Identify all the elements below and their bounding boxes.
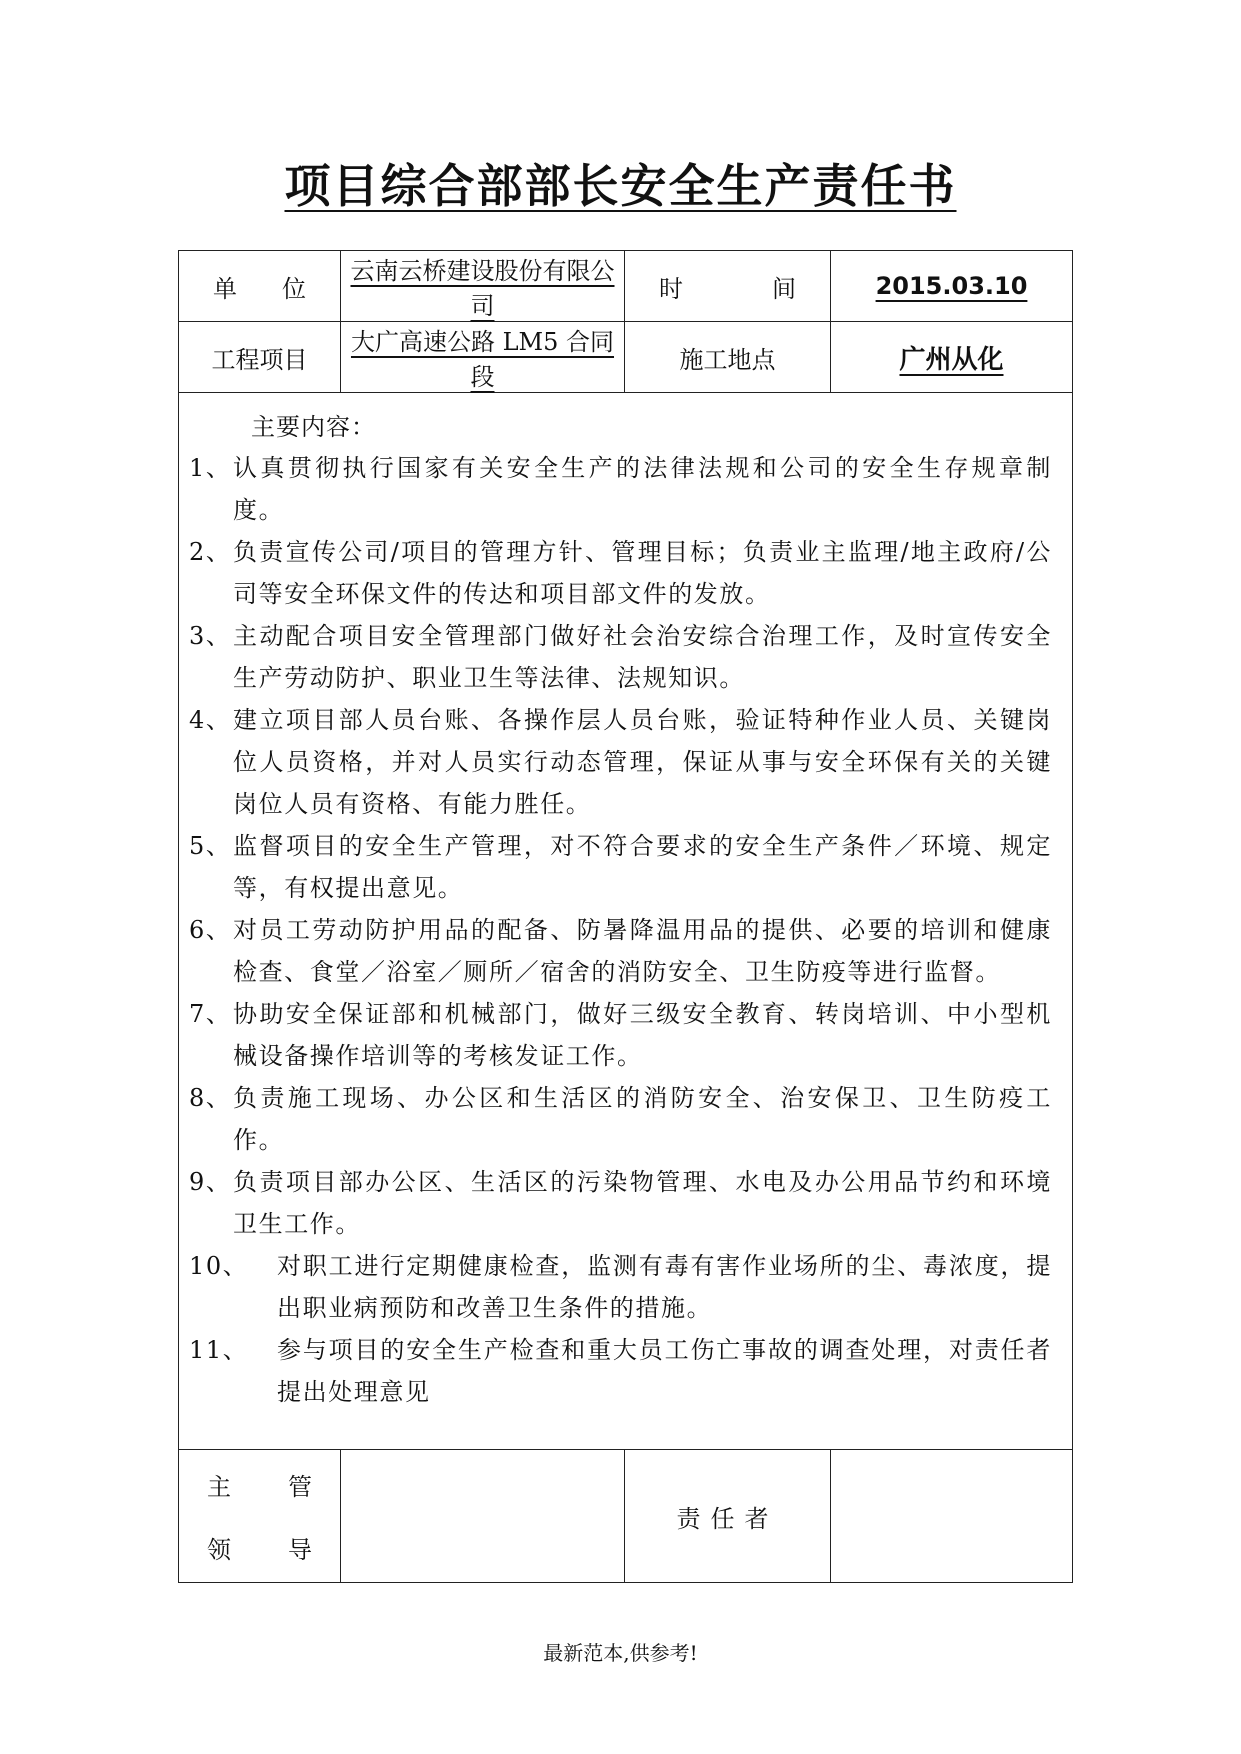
content-item-number: 10、 bbox=[189, 1252, 249, 1280]
time-value-cell bbox=[831, 251, 1073, 322]
unit-value: 云南云桥建设股份有限公司 bbox=[350, 257, 615, 320]
time-label-char-2: 间 bbox=[772, 274, 796, 303]
leader-label-char-2: 管 bbox=[288, 1473, 312, 1501]
content-item-text: 负责施工现场、办公区和生活区的消防安全、治安保卫、卫生防疫工作。 bbox=[233, 1084, 1052, 1154]
content-item bbox=[189, 993, 1052, 1077]
content-item-text: 负责宣传公司/项目的管理方针、管理目标；负责业主监理/地主政府/公司等安全环保文件的传达和项目部文件的发放。 bbox=[233, 538, 1052, 608]
content-item bbox=[189, 615, 1052, 699]
content-item bbox=[189, 1161, 1052, 1245]
content-heading: 主要内容： bbox=[251, 413, 376, 441]
project-value-cell bbox=[341, 322, 625, 393]
content-item-text: 建立项目部人员台账、各操作层人员台账，验证特种作业人员、关键岗位人员资格，并对人员实行动态管理，保证从事与安全环保有关的关键岗位人员有资格、有能力胜任。 bbox=[233, 706, 1052, 818]
time-label-cell bbox=[625, 251, 831, 322]
time-label-char-1: 时 bbox=[659, 274, 683, 303]
responsibility-form-table bbox=[178, 250, 1073, 1583]
site-label: 施工地点 bbox=[679, 345, 776, 374]
content-item-text: 协助安全保证部和机械部门，做好三级安全教育、转岗培训、中小型机械设备操作培训等的考核发证工作。 bbox=[233, 1000, 1052, 1070]
content-item bbox=[189, 1077, 1052, 1161]
unit-value-cell bbox=[341, 251, 625, 322]
site-label-cell bbox=[625, 322, 831, 393]
leader-label-char-3: 领 bbox=[207, 1536, 231, 1564]
content-item-list bbox=[189, 447, 1052, 1413]
content-item bbox=[189, 699, 1052, 825]
content-item-number: 9、 bbox=[189, 1168, 232, 1196]
leader-signature-field[interactable] bbox=[341, 1450, 625, 1583]
content-item bbox=[189, 1329, 1052, 1413]
signature-row bbox=[179, 1450, 1073, 1583]
content-item-text: 对职工进行定期健康检查，监测有毒有害作业场所的尘、毒浓度，提出职业病预防和改善卫生条件的措施。 bbox=[277, 1252, 1052, 1322]
content-item-text: 对员工劳动防护用品的配备、防暑降温用品的提供、必要的培训和健康检查、食堂／浴室／厕所／宿舍的消防安全、卫生防疫等进行监督。 bbox=[233, 916, 1052, 986]
content-item-number: 3、 bbox=[189, 622, 232, 650]
unit-row bbox=[179, 251, 1073, 322]
content-item-number: 2、 bbox=[189, 538, 232, 566]
content-item-number: 1、 bbox=[189, 454, 232, 482]
project-row bbox=[179, 322, 1073, 393]
responsible-label: 责任者 bbox=[676, 1504, 779, 1533]
document-title bbox=[0, 150, 1241, 216]
content-item-number: 8、 bbox=[189, 1084, 232, 1112]
content-item bbox=[189, 909, 1052, 993]
site-value-cell bbox=[831, 322, 1073, 393]
content-row bbox=[179, 393, 1073, 1450]
content-cell bbox=[179, 393, 1073, 1450]
leader-label-cell bbox=[179, 1450, 341, 1583]
content-item-text: 参与项目的安全生产检查和重大员工伤亡事故的调查处理，对责任者提出处理意见 bbox=[277, 1336, 1052, 1406]
leader-label-char-1: 主 bbox=[207, 1473, 231, 1501]
content-item bbox=[189, 825, 1052, 909]
responsible-label-cell bbox=[625, 1450, 831, 1583]
unit-label-char-2: 位 bbox=[282, 274, 306, 303]
content-item bbox=[189, 1245, 1052, 1329]
content-item-number: 11、 bbox=[189, 1336, 249, 1364]
unit-label-char-1: 单 bbox=[213, 274, 237, 303]
responsible-signature-field[interactable] bbox=[831, 1450, 1073, 1583]
content-item-number: 4、 bbox=[189, 706, 232, 734]
leader-label-char-4: 导 bbox=[288, 1536, 312, 1564]
project-value: 大广高速公路 LM5 合同段 bbox=[350, 328, 615, 391]
unit-label-cell bbox=[179, 251, 341, 322]
project-label: 工程项目 bbox=[211, 345, 308, 374]
time-value: 2015.03.10 bbox=[875, 272, 1028, 300]
document-title-text: 项目综合部部长安全生产责任书 bbox=[284, 159, 957, 213]
content-item bbox=[189, 531, 1052, 615]
content-item-text: 主动配合项目安全管理部门做好社会治安综合治理工作，及时宣传安全生产劳动防护、职业卫生等法律、法规知识。 bbox=[233, 622, 1052, 692]
site-value: 广州从化 bbox=[899, 344, 1004, 375]
content-item-text: 负责项目部办公区、生活区的污染物管理、水电及办公用品节约和环境卫生工作。 bbox=[233, 1168, 1052, 1238]
content-item-number: 7、 bbox=[189, 1000, 232, 1028]
content-item-number: 5、 bbox=[189, 832, 232, 860]
content-item-number: 6、 bbox=[189, 916, 232, 944]
project-label-cell bbox=[179, 322, 341, 393]
content-item-text: 监督项目的安全生产管理，对不符合要求的安全生产条件／环境、规定等，有权提出意见。 bbox=[233, 832, 1052, 902]
footer-note: 最新范本,供参考! bbox=[543, 1641, 698, 1665]
content-item-text: 认真贯彻执行国家有关安全生产的法律法规和公司的安全生存规章制度。 bbox=[233, 454, 1052, 524]
content-item bbox=[189, 447, 1052, 531]
